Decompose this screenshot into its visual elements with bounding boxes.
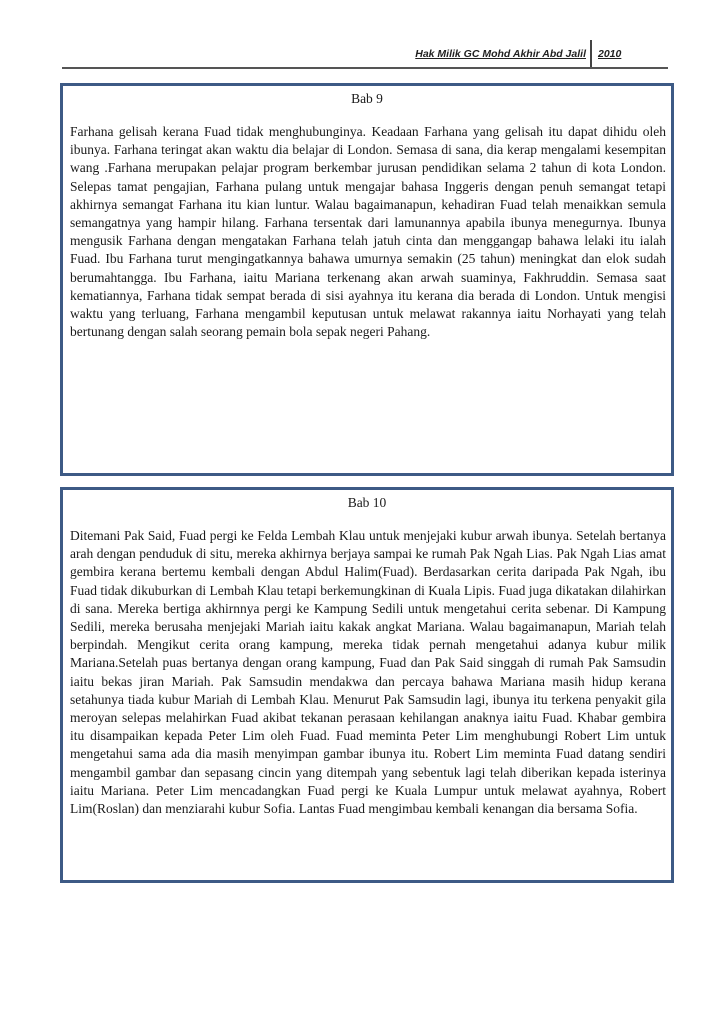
header-owner-text: Hak Milik GC Mohd Akhir Abd Jalil (415, 48, 586, 60)
header-separator (590, 40, 592, 68)
chapter-summary-text: Farhana gelisah kerana Fuad tidak menghubunginya. Keadaan Farhana yang gelisah itu dapat dihidu oleh ibunya. Farhana teringat akan waktu dia belajar di London. Semasa di sana, dia kerap mengalami kesempitan wang .Farhana merupakan pelajar program berkembar jurusan pendidikan selama 2 tahun di kota London. Selepas tamat pengajian, Farhana pulang untuk mengajar bahasa Inggeris dengan penuh semangat tetapi akhirnya semangat Farhana itu kian luntur. Walau bagaimanapun, kehadiran Fuad telah menaikkan semula semangatnya yang hampir hilang. Farhana tersentak dari lamunannya apabila ibunya menegurnya. Ibunya mengusik Farhana dengan mengatakan Farhana telah jatuh cinta dan menggangap bahawa lelaki itu ialah Fuad. Ibu Farhana turut mengingatkannya bahawa umurnya semakin (25 tahun) meningkat dan elok sudah berumahtangga. Ibu Farhana, iaitu Mariana terkenang akan arwah suaminya, Fakhruddin. Semasa saat kematiannya, Farhana tidak sempat berada di sisi ayahnya itu kerana dia berada di London. Untuk mengisi waktu yang terluang, Farhana mengambil keputusan untuk melawat rakannya iaitu Norhayati yang telah bertunang dengan salah seorang pemain bola sepak negeri Pahang. (70, 124, 666, 340)
page-header (0, 0, 728, 80)
chapter-title: Bab 10 (347, 495, 387, 510)
chapter-box-bab-9 (60, 83, 674, 476)
chapter-summary-text: Ditemani Pak Said, Fuad pergi ke Felda Lembah Klau untuk menjejaki kubur arwah ibunya. Setelah bertanya arah dengan penduduk di situ, mereka akhirnya berjaya sampai ke rumah Pak Ngah Lias. Pak Ngah Lias amat gembira kerana bertemu kembali dengan Abdul Halim(Fuad). Berdasarkan cerita daripada Pak Ngah, ibu Fuad tidak dikuburkan di Lembah Klau tetapi berkemungkinan di Kuala Lipis. Fuad juga dikatakan dilahirkan di sana. Mereka bertiga akhirnnya pergi ke Kampung Sedili untuk mengetahui cerita sebenar. Di Kampung Sedili, mereka berusaha menjejaki Mariah iaitu kakak angkat Mariana. Walau bagaimanapun, Mariah telah berpindah. Mengikut cerita orang kampung, mereka tidak pernah mengetahui adanya kubur milik Mariana.Setelah puas bertanya dengan orang kampung, Fuad dan Pak Said singgah di rumah Pak Samsudin iaitu bekas jiran Mariah. Pak Samsudin mendakwa dan percaya bahawa Mariana masih hidup kerana setahunya tiada kubur Mariah di Lembah Klau. Menurut Pak Samsudin lagi, ibunya itu terkena penyakit gila meroyan selepas melahirkan Fuad akibat tekanan perasaan kehilangan anaknya iaitu Fuad. Khabar gembira itu disampaikan kepada Peter Lim oleh Fuad. Fuad meminta Peter Lim menghubungi Robert Lim untuk mengetahui sama ada dia masih menyimpan gambar ibunya itu. Robert Lim meminta Fuad datang sendiri mengambil gambar dan sepasang cincin yang ditempah yang sebentuk lagi telah diberikan kepada isterinya iaitu Mariana. Peter Lim mencadangkan Fuad pergi ke Kuala Lumpur untuk melawat ayahnya, Robert Lim(Roslan) dan menziarahi kubur Sofia. Lantas Fuad mengimbau kembali kenangan dia bersama Sofia. (70, 528, 666, 817)
header-rule (62, 67, 668, 69)
chapter-box-bab-10 (60, 487, 674, 883)
header-year-text: 2010 (598, 48, 622, 60)
chapter-title: Bab 9 (351, 91, 383, 106)
